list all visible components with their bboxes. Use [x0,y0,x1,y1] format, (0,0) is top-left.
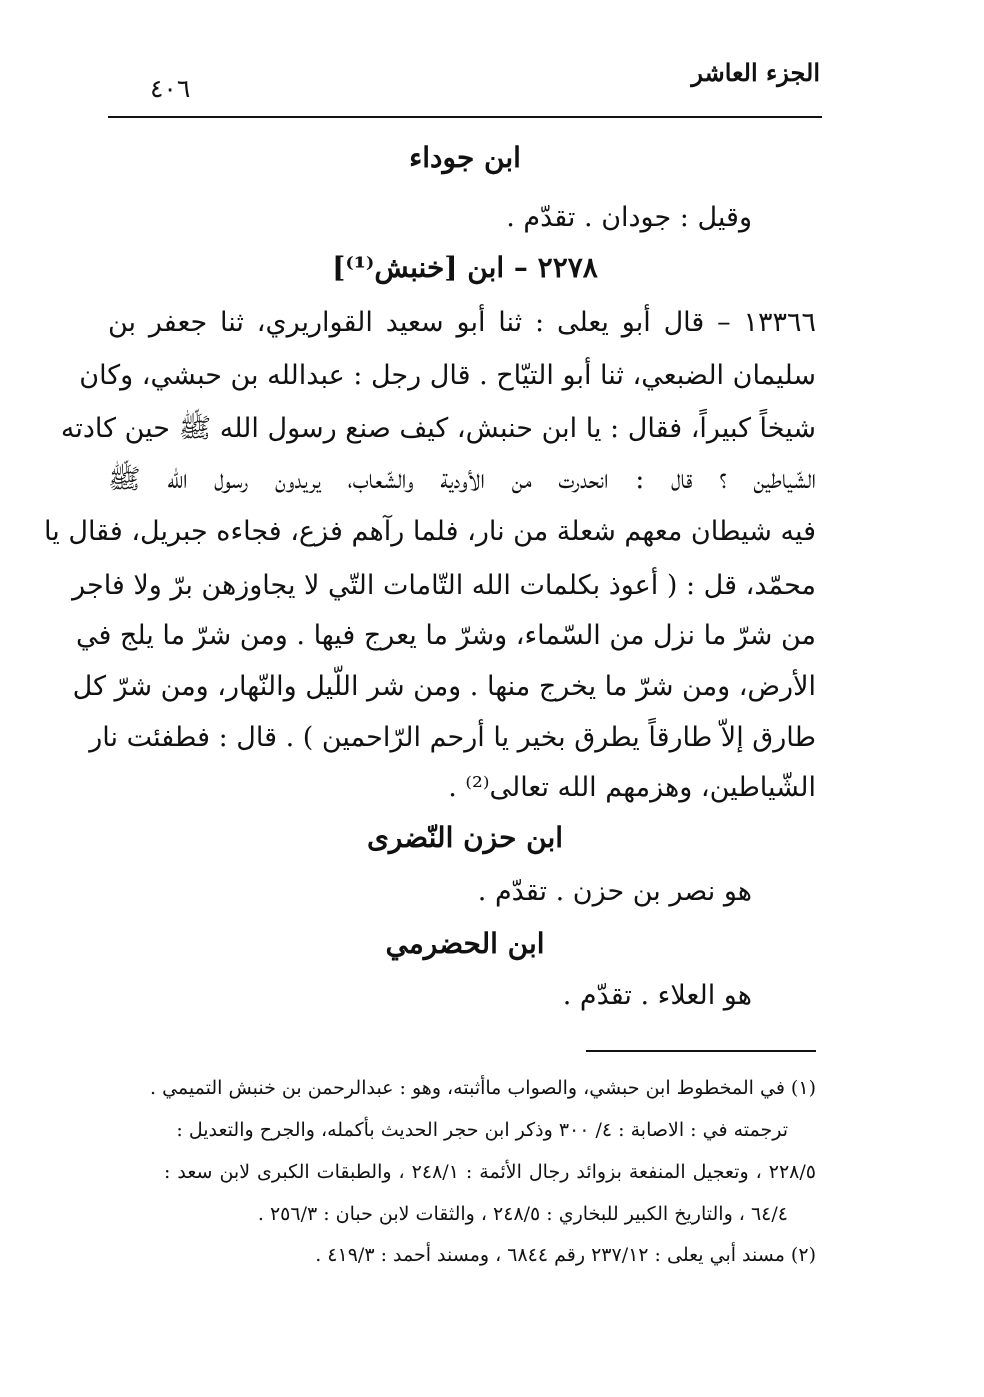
footnote-2: (٢) مسند أبي يعلى : ٢٣٧/١٢ رقم ٦٨٤٤ ، ومسند أحمد : ٤١٩/٣ . [315,1244,816,1266]
hadith-line-4: الشّياطين ؟ قال : انحدرت من الأودية والشّعاب، يريدون رسول الله ﷺ [108,464,816,495]
line-qila-jawdan: وقيل : جودان . تقدّم . [506,202,752,233]
footnote-1-cont-1: ترجمته في : الاصابة : ٤/ ٣٠٠ وذكر ابن حجر الحديث بأكمله، والجرح والتعديل : [176,1119,788,1141]
running-head-volume: الجزء العاشر [691,58,820,87]
hadith-line-2: سليمان الضبعي، ثنا أبو التيّاح . قال رجل : عبدالله بن حبشي، وكان [79,360,816,391]
line-nasr-bin-hazn: هو نصر بن حزن . تقدّم . [477,876,752,907]
hadith-line-1: ١٣٣٦٦ – قال أبو يعلى : ثنا أبو سعيد القواريري، ثنا جعفر بن [108,307,816,338]
hadith-line-3: شيخاً كبيراً، فقال : يا ابن حنبش، كيف صنع رسول الله ﷺ حين كادته [60,413,816,444]
heading-ibn-hadrami: ابن الحضرمي [385,927,545,960]
footnote-1-cont-3: ٦٤/٤ ، والتاريخ الكبير للبخاري : ٢٤٨/٥ ، والثقات لابن حبان : ٢٥٦/٣ . [257,1203,788,1225]
hadith-line-5: فيه شيطان معهم شعلة من نار، فلما رآهم فزع، فجاءه جبريل، فقال يا [44,516,816,547]
footnote-rule [586,1050,816,1052]
footnote-1-cont-2: ٢٢٨/٥ ، وتعجيل المنفعة بزوائد رجال الأئمة : ٢٤٨/١ ، والطبقات الكبرى لابن سعد : [164,1161,816,1183]
hadith-line-6: محمّد، قل : ( أعوذ بكلمات الله التّامات التّي لا يجاوزهن برّ ولا فاجر [72,570,816,601]
line-alaa: هو العلاء . تقدّم . [562,980,752,1011]
hadith-line-10: الشّياطين، وهزمهم الله تعالى⁽²⁾ . [448,772,816,803]
hadith-line-7: من شرّ ما نزل من السّماء، وشرّ ما يعرج فيها . ومن شرّ ما يلج في [75,620,816,651]
hadith-line-9: طارق إلاّ طارقاً يطرق بخير يا أرحم الرّاحمين ) . قال : فطفئت نار [89,722,816,753]
heading-entry-2278: ٢٢٧٨ – ابن [خنبش⁽¹⁾] [332,251,598,284]
page-number: ٤٠٦ [150,74,191,103]
heading-ibn-jawda: ابن جوداء [409,141,521,174]
hadith-line-8: الأرض، ومن شرّ ما يخرج منها . ومن شر اللّيل والنّهار، ومن شرّ كل [72,671,816,702]
header-rule [108,116,822,118]
footnote-1: (١) في المخطوط ابن حبشي، والصواب ماأثبته، وهو : عبدالرحمن بن خنبش التميمي . [150,1077,816,1099]
heading-ibn-hazn: ابن حزن النّضرى [366,821,564,854]
